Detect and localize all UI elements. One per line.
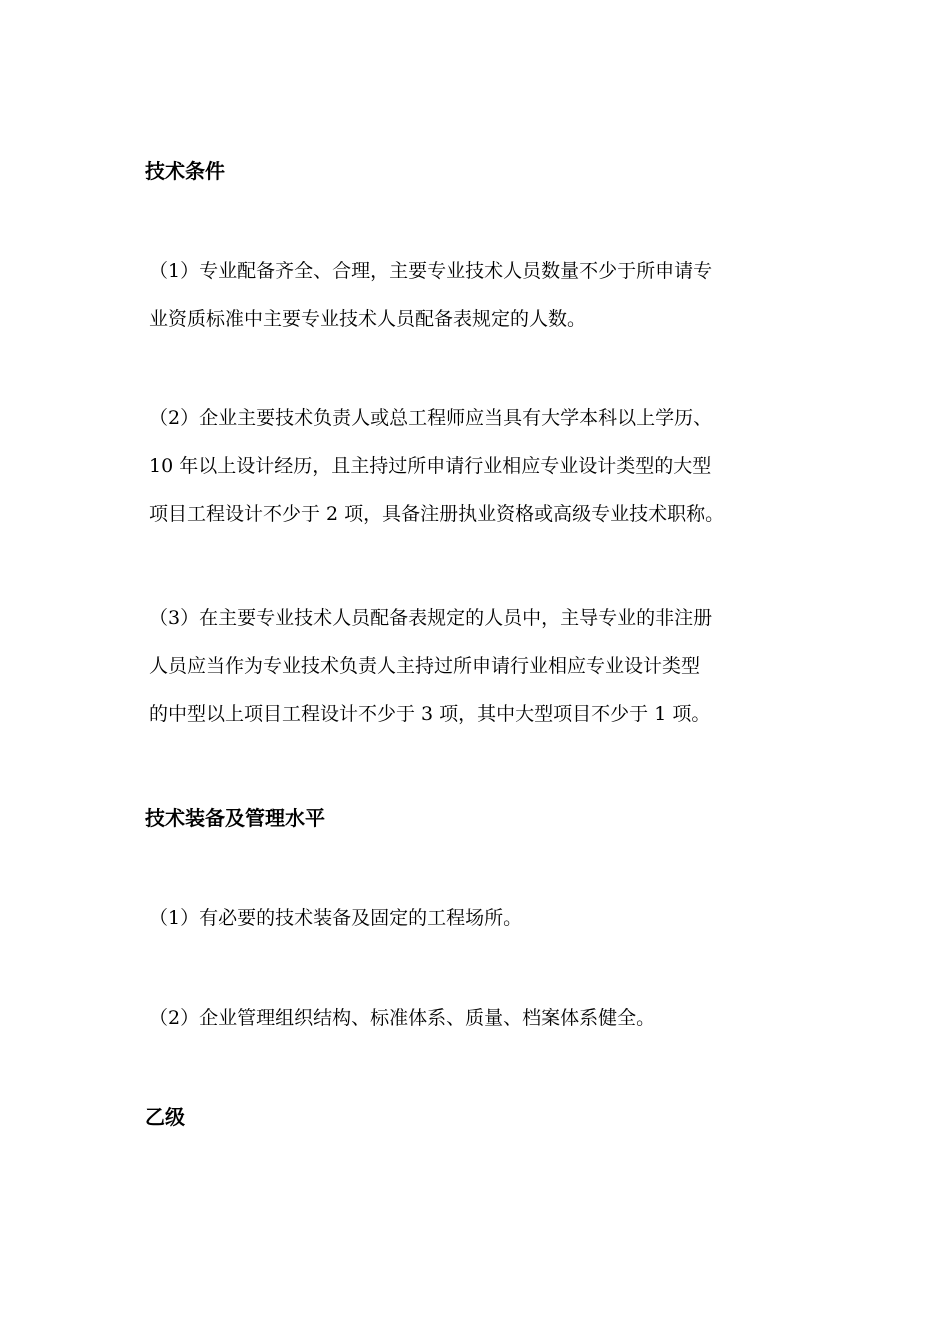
paragraph bbox=[145, 404, 819, 528]
paragraph-line: （1）专业配备齐全、合理，主要专业技术人员数量不少于所申请专 bbox=[149, 260, 713, 282]
section-heading: 技术装备及管理水平 bbox=[145, 806, 325, 830]
paragraph bbox=[145, 604, 819, 728]
paragraph-line: 人员应当作为专业技术负责人主持过所申请行业相应专业设计类型 bbox=[149, 655, 701, 677]
paragraph-line: 项目工程设计不少于 2 项，具备注册执业资格或高级专业技术职称。 bbox=[149, 503, 725, 525]
paragraph-line: （1）有必要的技术装备及固定的工程场所。 bbox=[149, 907, 523, 929]
paragraph bbox=[145, 257, 819, 333]
section-heading: 技术条件 bbox=[145, 159, 225, 183]
paragraph-line: 的中型以上项目工程设计不少于 3 项，其中大型项目不少于 1 项。 bbox=[149, 703, 711, 725]
paragraph bbox=[145, 904, 819, 932]
paragraph-line: （2）企业管理组织结构、标准体系、质量、档案体系健全。 bbox=[149, 1007, 656, 1029]
paragraph-line: （2）企业主要技术负责人或总工程师应当具有大学本科以上学历、 bbox=[149, 407, 713, 429]
section-heading: 乙级 bbox=[145, 1105, 185, 1129]
paragraph-line: 10 年以上设计经历，且主持过所申请行业相应专业设计类型的大型 bbox=[149, 455, 712, 477]
paragraph bbox=[145, 1004, 819, 1032]
paragraph-line: 业资质标准中主要专业技术人员配备表规定的人数。 bbox=[149, 308, 587, 330]
paragraph-line: （3）在主要专业技术人员配备表规定的人员中，主导专业的非注册 bbox=[149, 607, 713, 629]
